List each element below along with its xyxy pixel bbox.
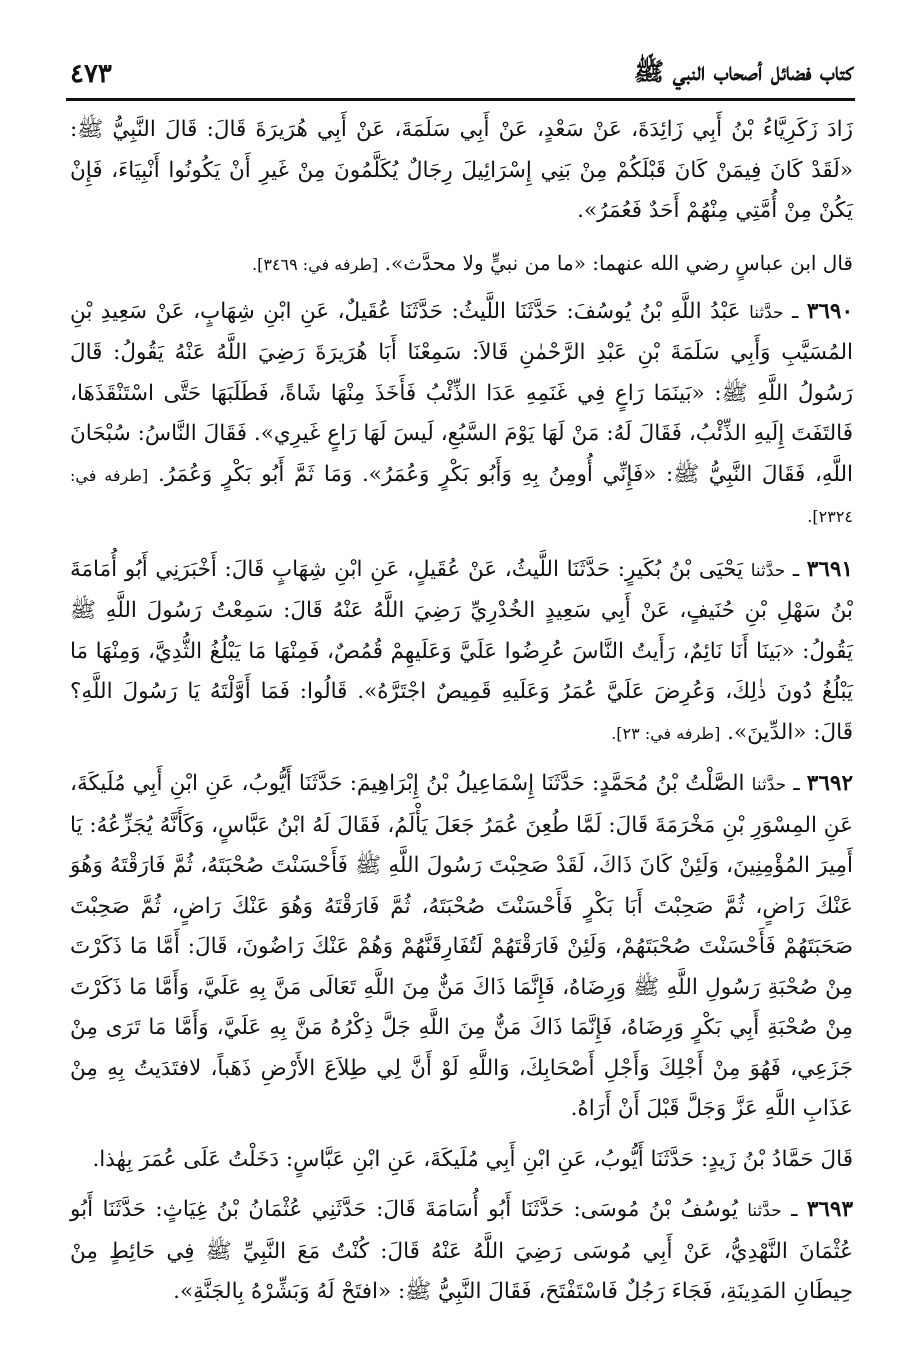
- hadith-number: ٣٦٩١: [806, 556, 853, 582]
- hadith-text: عَبْدُ اللَّهِ بْنُ يُوسُفَ: حَدَّثَنَا اللَّيثُ: حَدَّثَنَا عُقَيلٌ، عَنِ ابْنِ شِهَابٍ، عَنْ سَعِيدِ بْنِ المُسَيَّبِ وَأَبِي سَلَمَةَ بْنِ عَبْدِ الرَّحْمٰنِ قَالاَ: سَمِعْنَا أَبَا هُرَيرَةَ رَضِيَ اللَّهُ عَنْهُ يَقُولُ: قَالَ رَسُولُ اللَّهِ ﷺ: «بَينَمَا رَاعٍ فِي غَنَمِهِ عَدَا الذِّئْبُ فَأَخَذَ مِنْهَا شَاةً، فَطَلَبَهَا حَتَّى اسْتَنْقَذَهَا، فَالتَفَتَ إِلَيهِ الذِّئْبُ، فَقَالَ لَهُ: مَنْ لَهَا يَوْمَ السَّبُعِ، لَيسَ لَهَا رَاعٍ غَيرِي». فَقَالَ النَّاسُ: سُبْحَانَ اللَّهِ، فَقَالَ النَّبِيُّ ﷺ: «فَإِنِّي أُومِنُ بِهِ وَأَبُو بَكْرٍ وَعُمَرُ». وَمَا ثَمَّ أَبُو بَكْرٍ وَعُمَرُ.: [70, 298, 853, 487]
- hadith-dash: ـ: [793, 771, 800, 796]
- haddatha-word: حدَّثنا: [751, 775, 787, 795]
- haddatha-word: حدَّثنا: [750, 560, 786, 581]
- page-content: [70, 110, 853, 1313]
- paragraph-ibn-abbas-note: [70, 246, 853, 282]
- cross-reference: [طرفه في: ٢٣].: [611, 723, 721, 743]
- hadith-dash: ـ: [791, 1197, 798, 1222]
- page-number: ٤٧٣: [70, 59, 112, 89]
- hadith-3690: [70, 292, 853, 538]
- paragraph-continuation: [70, 110, 853, 232]
- hadith-3693: [70, 1190, 853, 1313]
- paragraph-text: قَالَ حَمَّادُ بْنُ زَيدٍ: حَدَّثَنَا أَيُّوبُ، عَنِ ابْنِ أَبِي مُلَيكَةَ، عَنِ ابْنِ عَبَّاسٍ: دَخَلْتُ عَلَى عُمَرَ بِهٰذا.: [92, 1146, 853, 1172]
- hadith-text: يَحْيَى بْنُ بُكَيرٍ: حَدَّثَنَا اللَّيثُ، عَنْ عُقَيلٍ، عَنِ ابْنِ شِهَابٍ قَالَ: أَخْبَرَنِي أَبُو أُمَامَةَ بْنُ سَهْلِ بْنِ حُنَيفٍ، عَنْ أَبِي سَعِيدٍ الخُدْرِيِّ رَضِيَ اللَّهُ عَنْهُ قَالَ: سَمِعْتُ رَسُولَ اللَّهِ ﷺ يَقُولُ: «بَينَا أَنَا نَائِمٌ، رَأَيتُ النَّاسَ عُرِضُوا عَلَيَّ وَعَلَيهِمْ قُمُصٌ، فَمِنْهَا مَا يَبْلُغُ الثُّدِيَّ، وَمِنْهَا مَا يَبْلُغُ دُونَ ذٰلِكَ، وَعُرِضَ عَلَيَّ عُمَرُ وَعَلَيهِ قَمِيصٌ اجْتَرَّهُ». قَالُوا: فَمَا أَوَّلْتَهُ يَا رَسُولَ اللَّهِ؟ قَالَ: «الدِّينَ».: [70, 556, 853, 745]
- hadith-text: الصَّلْتُ بْنُ مُحَمَّدٍ: حَدَّثَنَا إِسْمَاعِيلُ بْنُ إِبْرَاهِيمَ: حَدَّثَنَا أَيُّوبُ، عَنِ ابْنِ أَبِي مُلَيكَةَ، عَنِ المِسْوَرِ بْنِ مَخْرَمَةَ قَالَ: لَمَّا طُعِنَ عُمَرُ جَعَلَ يَأْلَمُ، فَقَالَ لَهُ ابْنُ عَبَّاسٍ، وَكَأَنَّهُ يُجَزِّعُهُ: يَا أَمِيرَ المُؤْمِنِينَ، وَلَئِنْ كَانَ ذَاكَ، لَقَدْ صَحِبْتَ رَسُولَ اللَّهِ ﷺ فَأَحْسَنْتَ صُحْبَتَهُ، ثُمَّ فَارَقْتَهُ وَهُوَ عَنْكَ رَاضٍ، ثُمَّ صَحِبْتَ أَبَا بَكْرٍ فَأَحْسَنْتَ صُحْبَتَهُ، ثُمَّ فَارَقْتَهُ وَهُوَ عَنْكَ رَاضٍ، ثُمَّ صَحِبْتَ صَحَبَتَهُمْ فَأَحْسَنْتَ صُحْبَتَهُمْ، وَلَئِنْ فَارَقْتَهُمْ لَتُفَارِقَنَّهُمْ وَهُمْ عَنْكَ رَاضُونَ، قَالَ: أَمَّا مَا ذَكَرْتَ مِنْ صُحْبَةِ رَسُولِ اللَّهِ ﷺ وَرِضَاهُ، فَإِنَّمَا ذَاكَ مَنٌّ مِنَ اللَّهِ تَعَالَى مَنَّ بِهِ عَلَيَّ، وَأَمَّا مَا ذَكَرْتَ مِنْ صُحْبَةِ أَبِي بَكْرٍ وَرِضَاهُ، فَإِنَّمَا ذَاكَ مَنٌّ مِنَ اللَّهِ جَلَّ ذِكْرُهُ مَنَّ بِهِ عَلَيَّ، وَأَمَّا مَا تَرَى مِنْ جَزَعِي، فَهُوَ مِنْ أَجْلِكَ وَأَجْلِ أَصْحَابِكَ، وَاللَّهِ لَوْ أَنَّ لِي طِلاَعَ الأَرْضِ ذَهَباً، لافتَدَيتُ بِهِ مِنْ عَذَابِ اللَّهِ عَزَّ وَجَلَّ قَبْلَ أَنْ أَرَاهُ.: [70, 771, 853, 1121]
- paragraph-text: زَادَ زَكَرِيَّاءُ بْنُ أَبِي زَائِدَةَ، عَنْ سَعْدٍ، عَنْ أَبِي سَلَمَةَ، عَنْ أَبِي هُرَيرَةَ قَالَ: قَالَ النَّبِيُّ ﷺ: «لَقَدْ كَانَ فِيمَنْ كَانَ قَبْلَكُمْ مِنْ بَنِي إِسْرَائِيلَ رِجَالٌ يُكَلَّمُونَ مِنْ غَيرِ أَنْ يَكُونُوا أَنْبِيَاءَ، فَإِنْ يَكُنْ مِنْ أُمَّتِي مِنْهُمْ أَحَدٌ فَعُمَرُ».: [70, 117, 853, 223]
- hadith-dash: ـ: [792, 556, 800, 582]
- paragraph-hammad-note: [70, 1140, 853, 1181]
- hadith-number: ٣٦٩٠: [806, 298, 854, 324]
- hadith-number: ٣٦٩٣: [806, 1197, 854, 1222]
- hadith-3691: [70, 550, 853, 755]
- hadith-3692: [70, 764, 853, 1130]
- cross-reference: [طرفه في: ٣٤٦٩].: [252, 254, 379, 274]
- hadith-text: يُوسُفُ بْنُ مُوسَى: حَدَّثَنَا أَبُو أُسَامَةَ قَالَ: حَدَّثَنِي عُثْمَانُ بْنُ غِيَاثٍ: حَدَّثَنَا أَبُو عُثْمَانَ النَّهْدِيُّ، عَنْ أَبِي مُوسَى رَضِيَ اللَّهُ عَنْهُ قَالَ: كُنْتُ مَعَ النَّبِيِّ ﷺ فِي حَائِطٍ مِنْ حِيطَانِ المَدِينَةِ، فَجَاءَ رَجُلٌ فَاسْتَفْتَحَ، فَقَالَ النَّبِيُّ ﷺ: «افتَحْ لَهُ وَبَشِّرْهُ بِالجَنَّةِ».: [70, 1197, 853, 1304]
- haddatha-word: حدَّثنا: [747, 1201, 782, 1221]
- running-title: كتاب فضائل أصحاب النبي ﷺ: [633, 56, 853, 86]
- hadith-number: ٣٦٩٢: [806, 771, 853, 796]
- page-header: [70, 52, 853, 96]
- haddatha-word: حدَّثنا: [749, 302, 784, 323]
- header-rule: [66, 98, 855, 101]
- paragraph-text: قال ابن عباسٍ رضي الله عنهما: «ما من نبيٍّ ولا محدَّث».: [384, 250, 853, 275]
- cross-reference: [طرفه في: ٢٣٢٤].: [70, 465, 853, 526]
- hadith-dash: ـ: [792, 298, 799, 324]
